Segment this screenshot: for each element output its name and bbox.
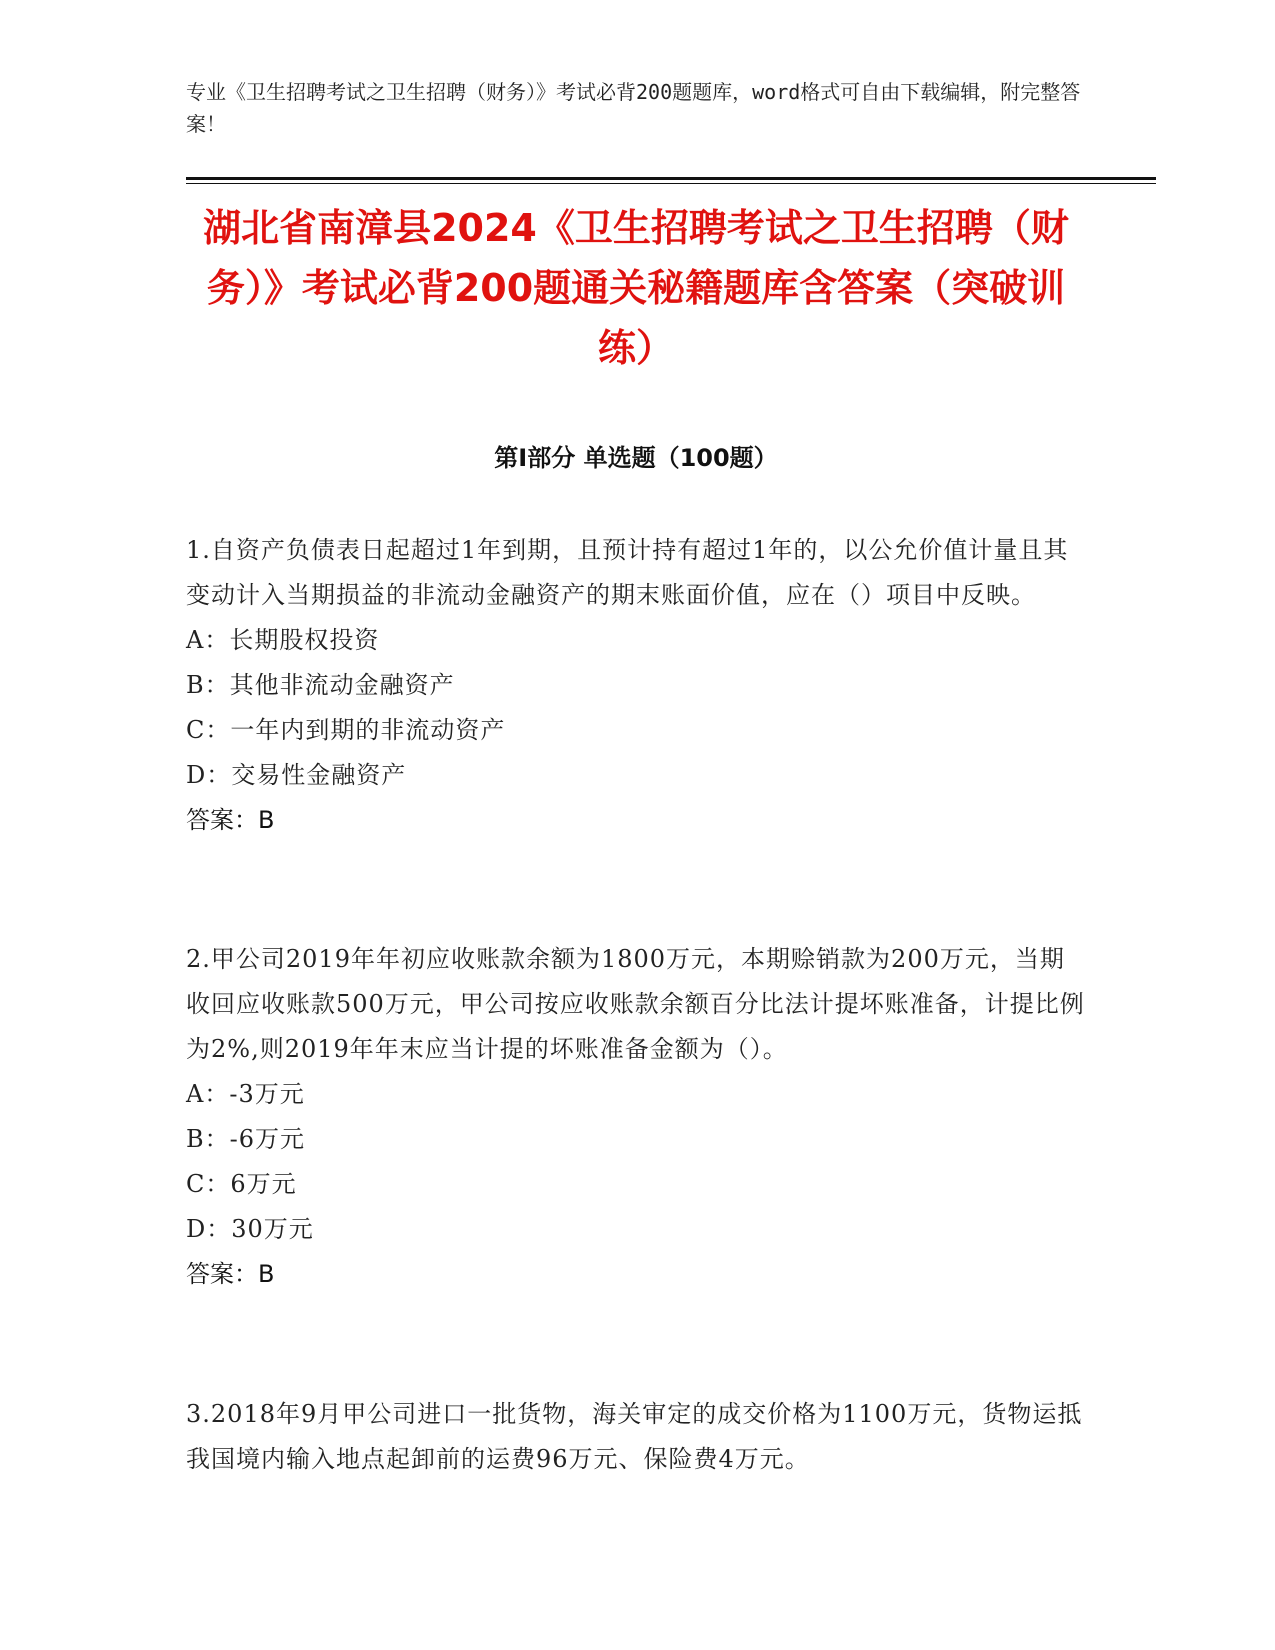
- question-2: [186, 937, 1086, 1297]
- option-a: A：-3万元: [186, 1080, 305, 1108]
- question-stem: 2.甲公司2019年年初应收账款余额为1800万元，本期赊销款为200万元，当期收回应收账款500万元，甲公司按应收账款余额百分比法计提坏账准备，计提比例为2%,则2019年年末应当计提的坏账准备金额为（）。: [186, 945, 1085, 1063]
- option-b: B：其他非流动金融资产: [186, 671, 455, 699]
- option-d: D：30万元: [186, 1215, 314, 1243]
- answer: 答案：B: [186, 806, 275, 834]
- question-stem: 1.自资产负债表日起超过1年到期，且预计持有超过1年的，以公允价值计量且其变动计入当期损益的非流动金融资产的期末账面价值，应在（）项目中反映。: [186, 536, 1069, 609]
- option-b: B：-6万元: [186, 1125, 306, 1153]
- section-title: 第Ⅰ部分 单选题（100题）: [494, 444, 778, 472]
- answer: 答案：B: [186, 1260, 275, 1288]
- header-note: 专业《卫生招聘考试之卫生招聘（财务）》考试必背200题题库，word格式可自由下载编辑，附完整答案！: [186, 80, 1081, 136]
- option-d: D：交易性金融资产: [186, 761, 407, 789]
- option-a: A：长期股权投资: [186, 626, 380, 654]
- header-rule-thick: [186, 177, 1156, 180]
- document-title: 湖北省南漳县2024《卫生招聘考试之卫生招聘（财务）》考试必背200题通关秘籍题库含答案（突破训练）: [203, 206, 1069, 370]
- option-c: C：一年内到期的非流动资产: [186, 716, 506, 744]
- question-1: [186, 528, 1086, 843]
- question-3: [186, 1392, 1086, 1482]
- option-c: C：6万元: [186, 1170, 297, 1198]
- header-rule-thin: [186, 183, 1156, 184]
- question-stem: 3.2018年9月甲公司进口一批货物，海关审定的成交价格为1100万元，货物运抵我国境内输入地点起卸前的运费96万元、保险费4万元。: [186, 1400, 1083, 1473]
